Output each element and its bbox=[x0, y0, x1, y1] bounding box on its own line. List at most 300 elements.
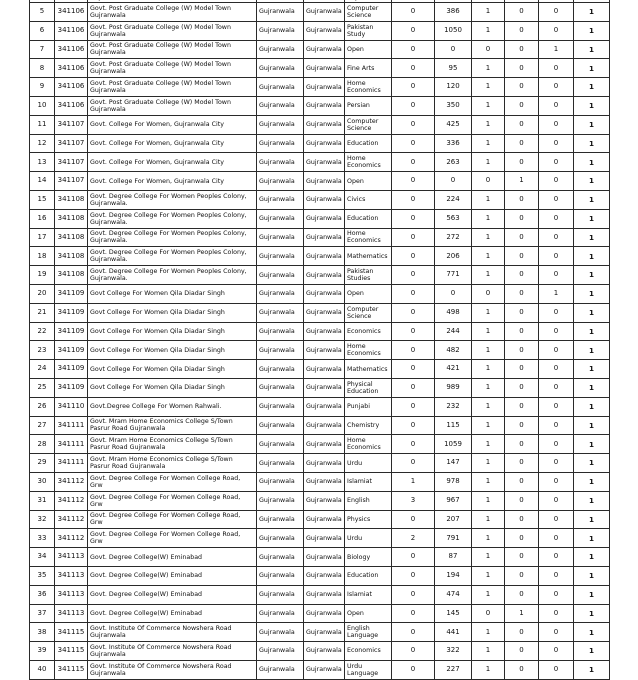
serial-number-cell: 13 bbox=[30, 153, 55, 172]
subject-cell: Fine Arts bbox=[345, 59, 392, 78]
table-row bbox=[30, 416, 610, 435]
value-cell-d: 0 bbox=[505, 40, 539, 59]
district-cell: Gujranwala bbox=[257, 642, 304, 661]
college-code-cell: 341108 bbox=[55, 266, 88, 285]
total-cell: 1 bbox=[574, 378, 610, 397]
table-row bbox=[30, 472, 610, 491]
serial-number-cell: 29 bbox=[30, 454, 55, 473]
total-cell: 1 bbox=[574, 510, 610, 529]
district-cell: Gujranwala bbox=[257, 416, 304, 435]
subject-cell: English Language bbox=[345, 623, 392, 642]
table-row bbox=[30, 209, 610, 228]
college-code-cell: 341112 bbox=[55, 529, 88, 548]
subject-cell: Urdu bbox=[345, 454, 392, 473]
college-name-cell: Govt College For Women Qila Diadar Singh bbox=[88, 360, 257, 379]
value-cell-e: 0 bbox=[539, 491, 574, 510]
college-name-cell: Govt. Degree College For Women College Road, Grw bbox=[88, 491, 257, 510]
subject-cell: Home Economics bbox=[345, 228, 392, 247]
college-name-cell: Govt. College For Women, Gujranwala City bbox=[88, 115, 257, 134]
table-row bbox=[30, 172, 610, 191]
college-code-cell: 341109 bbox=[55, 378, 88, 397]
value-cell-d: 1 bbox=[505, 172, 539, 191]
value-cell-e: 0 bbox=[539, 360, 574, 379]
value-cell-a: 1 bbox=[392, 472, 435, 491]
value-cell-a: 0 bbox=[392, 322, 435, 341]
college-code-cell: 341106 bbox=[55, 96, 88, 115]
district-cell: Gujranwala bbox=[257, 435, 304, 454]
city-cell: Gujranwala bbox=[304, 3, 345, 22]
value-cell-b: 0 bbox=[435, 172, 472, 191]
value-cell-e: 0 bbox=[539, 397, 574, 416]
vacancy-table bbox=[29, 0, 610, 680]
value-cell-b: 441 bbox=[435, 623, 472, 642]
table-row bbox=[30, 190, 610, 209]
serial-number-cell: 12 bbox=[30, 134, 55, 153]
value-cell-e: 0 bbox=[539, 623, 574, 642]
college-name-cell: Govt. Degree College For Women College Road, Grw bbox=[88, 529, 257, 548]
district-cell: Gujranwala bbox=[257, 378, 304, 397]
table-row bbox=[30, 378, 610, 397]
table-row bbox=[30, 247, 610, 266]
value-cell-b: 0 bbox=[435, 40, 472, 59]
district-cell: Gujranwala bbox=[257, 303, 304, 322]
value-cell-c: 1 bbox=[472, 660, 505, 679]
city-cell: Gujranwala bbox=[304, 642, 345, 661]
city-cell: Gujranwala bbox=[304, 378, 345, 397]
city-cell: Gujranwala bbox=[304, 472, 345, 491]
serial-number-cell: 16 bbox=[30, 209, 55, 228]
college-code-cell: 341115 bbox=[55, 623, 88, 642]
value-cell-c: 1 bbox=[472, 454, 505, 473]
table-row bbox=[30, 360, 610, 379]
value-cell-e: 0 bbox=[539, 228, 574, 247]
value-cell-c: 1 bbox=[472, 209, 505, 228]
district-cell: Gujranwala bbox=[257, 585, 304, 604]
total-cell: 1 bbox=[574, 59, 610, 78]
serial-number-cell: 26 bbox=[30, 397, 55, 416]
table-row bbox=[30, 21, 610, 40]
value-cell-d: 0 bbox=[505, 397, 539, 416]
total-cell: 1 bbox=[574, 360, 610, 379]
value-cell-e: 0 bbox=[539, 660, 574, 679]
value-cell-c: 1 bbox=[472, 623, 505, 642]
college-name-cell: Govt. Degree College For Women College Road, Grw bbox=[88, 510, 257, 529]
total-cell: 1 bbox=[574, 303, 610, 322]
city-cell: Gujranwala bbox=[304, 416, 345, 435]
district-cell: Gujranwala bbox=[257, 491, 304, 510]
district-cell: Gujranwala bbox=[257, 322, 304, 341]
value-cell-a: 0 bbox=[392, 378, 435, 397]
college-code-cell: 341112 bbox=[55, 491, 88, 510]
value-cell-c: 0 bbox=[472, 40, 505, 59]
serial-number-cell: 5 bbox=[30, 3, 55, 22]
college-name-cell: Govt. College For Women, Gujranwala City bbox=[88, 134, 257, 153]
value-cell-e: 0 bbox=[539, 78, 574, 97]
subject-cell: Open bbox=[345, 172, 392, 191]
value-cell-e: 0 bbox=[539, 209, 574, 228]
city-cell: Gujranwala bbox=[304, 623, 345, 642]
value-cell-b: 147 bbox=[435, 454, 472, 473]
college-name-cell: Govt. Degree College For Women Peoples Colony, Gujranwala. bbox=[88, 190, 257, 209]
value-cell-b: 207 bbox=[435, 510, 472, 529]
city-cell: Gujranwala bbox=[304, 322, 345, 341]
value-cell-e: 0 bbox=[539, 585, 574, 604]
college-code-cell: 341115 bbox=[55, 660, 88, 679]
serial-number-cell: 19 bbox=[30, 266, 55, 285]
serial-number-cell: 24 bbox=[30, 360, 55, 379]
value-cell-d: 0 bbox=[505, 623, 539, 642]
college-name-cell: Govt. College For Women, Gujranwala City bbox=[88, 172, 257, 191]
value-cell-b: 95 bbox=[435, 59, 472, 78]
value-cell-d: 0 bbox=[505, 360, 539, 379]
value-cell-b: 498 bbox=[435, 303, 472, 322]
total-cell: 1 bbox=[574, 153, 610, 172]
value-cell-e: 0 bbox=[539, 96, 574, 115]
college-name-cell: Govt.Degree College For Women Rahwali. bbox=[88, 397, 257, 416]
value-cell-b: 386 bbox=[435, 3, 472, 22]
value-cell-c: 1 bbox=[472, 566, 505, 585]
city-cell: Gujranwala bbox=[304, 303, 345, 322]
table-row bbox=[30, 566, 610, 585]
value-cell-a: 0 bbox=[392, 548, 435, 567]
value-cell-b: 227 bbox=[435, 660, 472, 679]
city-cell: Gujranwala bbox=[304, 153, 345, 172]
college-code-cell: 341113 bbox=[55, 585, 88, 604]
serial-number-cell: 11 bbox=[30, 115, 55, 134]
serial-number-cell: 28 bbox=[30, 435, 55, 454]
value-cell-e: 0 bbox=[539, 378, 574, 397]
value-cell-a: 0 bbox=[392, 266, 435, 285]
college-name-cell: Govt. Degree College(W) Eminabad bbox=[88, 566, 257, 585]
value-cell-d: 0 bbox=[505, 190, 539, 209]
value-cell-c: 1 bbox=[472, 3, 505, 22]
value-cell-a: 0 bbox=[392, 78, 435, 97]
table-row bbox=[30, 435, 610, 454]
serial-number-cell: 33 bbox=[30, 529, 55, 548]
college-code-cell: 341109 bbox=[55, 341, 88, 360]
college-code-cell: 341113 bbox=[55, 566, 88, 585]
value-cell-e: 0 bbox=[539, 472, 574, 491]
value-cell-c: 1 bbox=[472, 228, 505, 247]
total-cell: 1 bbox=[574, 529, 610, 548]
subject-cell: Education bbox=[345, 209, 392, 228]
subject-cell: Computer Science bbox=[345, 303, 392, 322]
value-cell-b: 194 bbox=[435, 566, 472, 585]
value-cell-a: 0 bbox=[392, 153, 435, 172]
subject-cell: Urdu Language bbox=[345, 660, 392, 679]
college-code-cell: 341107 bbox=[55, 134, 88, 153]
value-cell-a: 0 bbox=[392, 59, 435, 78]
college-code-cell: 341115 bbox=[55, 642, 88, 661]
value-cell-b: 1050 bbox=[435, 21, 472, 40]
total-cell: 1 bbox=[574, 322, 610, 341]
city-cell: Gujranwala bbox=[304, 40, 345, 59]
total-cell: 1 bbox=[574, 172, 610, 191]
serial-number-cell: 10 bbox=[30, 96, 55, 115]
college-name-cell: Govt College For Women Qila Diadar Singh bbox=[88, 378, 257, 397]
college-name-cell: Govt. Post Graduate College (W) Model Town Gujranwala bbox=[88, 96, 257, 115]
college-name-cell: Govt. College For Women, Gujranwala City bbox=[88, 153, 257, 172]
value-cell-b: 0 bbox=[435, 284, 472, 303]
total-cell: 1 bbox=[574, 566, 610, 585]
value-cell-c: 1 bbox=[472, 21, 505, 40]
subject-cell: Home Economics bbox=[345, 153, 392, 172]
value-cell-a: 0 bbox=[392, 303, 435, 322]
table-row bbox=[30, 529, 610, 548]
college-code-cell: 341106 bbox=[55, 59, 88, 78]
value-cell-c: 1 bbox=[472, 548, 505, 567]
college-name-cell: Govt. Degree College For Women College Road, Grw bbox=[88, 472, 257, 491]
total-cell: 1 bbox=[574, 660, 610, 679]
college-code-cell: 341108 bbox=[55, 190, 88, 209]
college-code-cell: 341110 bbox=[55, 397, 88, 416]
value-cell-c: 1 bbox=[472, 397, 505, 416]
value-cell-a: 2 bbox=[392, 529, 435, 548]
total-cell: 1 bbox=[574, 623, 610, 642]
city-cell: Gujranwala bbox=[304, 78, 345, 97]
value-cell-a: 0 bbox=[392, 623, 435, 642]
city-cell: Gujranwala bbox=[304, 529, 345, 548]
city-cell: Gujranwala bbox=[304, 548, 345, 567]
district-cell: Gujranwala bbox=[257, 360, 304, 379]
subject-cell: Persian bbox=[345, 96, 392, 115]
value-cell-d: 0 bbox=[505, 585, 539, 604]
value-cell-d: 0 bbox=[505, 529, 539, 548]
district-cell: Gujranwala bbox=[257, 228, 304, 247]
subject-cell: Open bbox=[345, 604, 392, 623]
district-cell: Gujranwala bbox=[257, 172, 304, 191]
value-cell-c: 1 bbox=[472, 96, 505, 115]
value-cell-b: 145 bbox=[435, 604, 472, 623]
college-code-cell: 341109 bbox=[55, 284, 88, 303]
value-cell-d: 0 bbox=[505, 303, 539, 322]
value-cell-c: 1 bbox=[472, 247, 505, 266]
college-name-cell: Govt. Degree College(W) Eminabad bbox=[88, 548, 257, 567]
college-code-cell: 341107 bbox=[55, 115, 88, 134]
value-cell-a: 0 bbox=[392, 454, 435, 473]
college-code-cell: 341107 bbox=[55, 172, 88, 191]
value-cell-d: 0 bbox=[505, 3, 539, 22]
district-cell: Gujranwala bbox=[257, 21, 304, 40]
value-cell-e: 0 bbox=[539, 172, 574, 191]
table-row bbox=[30, 454, 610, 473]
city-cell: Gujranwala bbox=[304, 491, 345, 510]
total-cell: 1 bbox=[574, 96, 610, 115]
table-row bbox=[30, 96, 610, 115]
serial-number-cell: 20 bbox=[30, 284, 55, 303]
table-row bbox=[30, 604, 610, 623]
college-name-cell: Govt. Degree College(W) Eminabad bbox=[88, 585, 257, 604]
value-cell-d: 0 bbox=[505, 491, 539, 510]
college-name-cell: Govt College For Women Qila Diadar Singh bbox=[88, 322, 257, 341]
college-code-cell: 341106 bbox=[55, 3, 88, 22]
city-cell: Gujranwala bbox=[304, 266, 345, 285]
subject-cell: Pakistan Studies bbox=[345, 266, 392, 285]
college-code-cell: 341109 bbox=[55, 303, 88, 322]
value-cell-b: 563 bbox=[435, 209, 472, 228]
value-cell-c: 1 bbox=[472, 435, 505, 454]
district-cell: Gujranwala bbox=[257, 472, 304, 491]
city-cell: Gujranwala bbox=[304, 59, 345, 78]
total-cell: 1 bbox=[574, 21, 610, 40]
college-code-cell: 341113 bbox=[55, 604, 88, 623]
city-cell: Gujranwala bbox=[304, 341, 345, 360]
district-cell: Gujranwala bbox=[257, 59, 304, 78]
value-cell-d: 0 bbox=[505, 660, 539, 679]
college-name-cell: Govt. Post Graduate College (W) Model Town Gujranwala bbox=[88, 59, 257, 78]
value-cell-e: 0 bbox=[539, 3, 574, 22]
table-row bbox=[30, 40, 610, 59]
value-cell-a: 0 bbox=[392, 660, 435, 679]
total-cell: 1 bbox=[574, 585, 610, 604]
value-cell-e: 0 bbox=[539, 190, 574, 209]
total-cell: 1 bbox=[574, 416, 610, 435]
serial-number-cell: 25 bbox=[30, 378, 55, 397]
value-cell-c: 1 bbox=[472, 642, 505, 661]
district-cell: Gujranwala bbox=[257, 115, 304, 134]
city-cell: Gujranwala bbox=[304, 604, 345, 623]
value-cell-d: 0 bbox=[505, 378, 539, 397]
subject-cell: Physics bbox=[345, 510, 392, 529]
value-cell-b: 1059 bbox=[435, 435, 472, 454]
table-body bbox=[30, 0, 610, 679]
value-cell-d: 0 bbox=[505, 566, 539, 585]
city-cell: Gujranwala bbox=[304, 435, 345, 454]
value-cell-e: 0 bbox=[539, 115, 574, 134]
table-row bbox=[30, 153, 610, 172]
college-name-cell: Govt. Degree College For Women Peoples Colony, Gujranwala. bbox=[88, 247, 257, 266]
city-cell: Gujranwala bbox=[304, 115, 345, 134]
college-name-cell: Govt. Degree College For Women Peoples Colony, Gujranwala. bbox=[88, 266, 257, 285]
value-cell-b: 206 bbox=[435, 247, 472, 266]
table-row bbox=[30, 284, 610, 303]
value-cell-a: 0 bbox=[392, 585, 435, 604]
serial-number-cell: 23 bbox=[30, 341, 55, 360]
college-code-cell: 341109 bbox=[55, 360, 88, 379]
value-cell-d: 0 bbox=[505, 510, 539, 529]
serial-number-cell: 27 bbox=[30, 416, 55, 435]
subject-cell: Home Economics bbox=[345, 435, 392, 454]
subject-cell: Urdu bbox=[345, 529, 392, 548]
district-cell: Gujranwala bbox=[257, 341, 304, 360]
value-cell-b: 115 bbox=[435, 416, 472, 435]
value-cell-c: 1 bbox=[472, 303, 505, 322]
city-cell: Gujranwala bbox=[304, 510, 345, 529]
college-name-cell: Govt. Degree College(W) Eminabad bbox=[88, 604, 257, 623]
college-name-cell: Govt College For Women Qila Diadar Singh bbox=[88, 341, 257, 360]
total-cell: 1 bbox=[574, 3, 610, 22]
value-cell-c: 1 bbox=[472, 134, 505, 153]
subject-cell: Pakistan Study bbox=[345, 21, 392, 40]
total-cell: 1 bbox=[574, 548, 610, 567]
college-name-cell: Govt College For Women Qila Diadar Singh bbox=[88, 284, 257, 303]
value-cell-c: 1 bbox=[472, 266, 505, 285]
city-cell: Gujranwala bbox=[304, 284, 345, 303]
value-cell-d: 0 bbox=[505, 341, 539, 360]
value-cell-c: 0 bbox=[472, 284, 505, 303]
value-cell-c: 1 bbox=[472, 78, 505, 97]
college-code-cell: 341106 bbox=[55, 40, 88, 59]
value-cell-e: 0 bbox=[539, 322, 574, 341]
value-cell-b: 425 bbox=[435, 115, 472, 134]
city-cell: Gujranwala bbox=[304, 190, 345, 209]
college-name-cell: Govt. Post Graduate College (W) Model Town Gujranwala bbox=[88, 21, 257, 40]
total-cell: 1 bbox=[574, 604, 610, 623]
college-name-cell: Govt College For Women Qila Diadar Singh bbox=[88, 303, 257, 322]
total-cell: 1 bbox=[574, 397, 610, 416]
total-cell: 1 bbox=[574, 642, 610, 661]
total-cell: 1 bbox=[574, 454, 610, 473]
value-cell-e: 0 bbox=[539, 510, 574, 529]
value-cell-e: 1 bbox=[539, 40, 574, 59]
table-row bbox=[30, 341, 610, 360]
district-cell: Gujranwala bbox=[257, 510, 304, 529]
subject-cell: Chemistry bbox=[345, 416, 392, 435]
city-cell: Gujranwala bbox=[304, 566, 345, 585]
value-cell-e: 1 bbox=[539, 284, 574, 303]
city-cell: Gujranwala bbox=[304, 209, 345, 228]
college-name-cell: Govt. Institute Of Commerce Nowshera Road Gujranwala bbox=[88, 642, 257, 661]
total-cell: 1 bbox=[574, 134, 610, 153]
college-code-cell: 341111 bbox=[55, 416, 88, 435]
subject-cell: Mathematics bbox=[345, 247, 392, 266]
value-cell-d: 0 bbox=[505, 284, 539, 303]
serial-number-cell: 15 bbox=[30, 190, 55, 209]
subject-cell: Civics bbox=[345, 190, 392, 209]
total-cell: 1 bbox=[574, 209, 610, 228]
city-cell: Gujranwala bbox=[304, 360, 345, 379]
college-name-cell: Govt. Degree College For Women Peoples Colony, Gujranwala. bbox=[88, 209, 257, 228]
value-cell-e: 0 bbox=[539, 134, 574, 153]
total-cell: 1 bbox=[574, 341, 610, 360]
district-cell: Gujranwala bbox=[257, 529, 304, 548]
value-cell-d: 1 bbox=[505, 604, 539, 623]
serial-number-cell: 39 bbox=[30, 642, 55, 661]
district-cell: Gujranwala bbox=[257, 454, 304, 473]
serial-number-cell: 18 bbox=[30, 247, 55, 266]
college-code-cell: 341112 bbox=[55, 510, 88, 529]
serial-number-cell: 14 bbox=[30, 172, 55, 191]
table-row bbox=[30, 642, 610, 661]
college-name-cell: Govt. Post Graduate College (W) Model Town Gujranwala bbox=[88, 78, 257, 97]
value-cell-a: 0 bbox=[392, 247, 435, 266]
value-cell-d: 0 bbox=[505, 96, 539, 115]
value-cell-e: 0 bbox=[539, 303, 574, 322]
district-cell: Gujranwala bbox=[257, 604, 304, 623]
district-cell: Gujranwala bbox=[257, 660, 304, 679]
value-cell-a: 0 bbox=[392, 604, 435, 623]
subject-cell: Computer Science bbox=[345, 115, 392, 134]
college-name-cell: Govt. Mram Home Economics College S/Town Pasrur Road Gujranwala bbox=[88, 454, 257, 473]
serial-number-cell: 34 bbox=[30, 548, 55, 567]
value-cell-d: 0 bbox=[505, 59, 539, 78]
value-cell-d: 0 bbox=[505, 209, 539, 228]
value-cell-a: 0 bbox=[392, 96, 435, 115]
serial-number-cell: 38 bbox=[30, 623, 55, 642]
college-name-cell: Govt. Post Graduate College (W) Model Town Gujranwala bbox=[88, 3, 257, 22]
value-cell-e: 0 bbox=[539, 548, 574, 567]
value-cell-d: 0 bbox=[505, 472, 539, 491]
value-cell-b: 336 bbox=[435, 134, 472, 153]
value-cell-a: 0 bbox=[392, 284, 435, 303]
serial-number-cell: 9 bbox=[30, 78, 55, 97]
table-row bbox=[30, 134, 610, 153]
value-cell-a: 3 bbox=[392, 491, 435, 510]
value-cell-c: 1 bbox=[472, 59, 505, 78]
value-cell-d: 0 bbox=[505, 266, 539, 285]
college-code-cell: 341108 bbox=[55, 247, 88, 266]
subject-cell: Islamiat bbox=[345, 585, 392, 604]
